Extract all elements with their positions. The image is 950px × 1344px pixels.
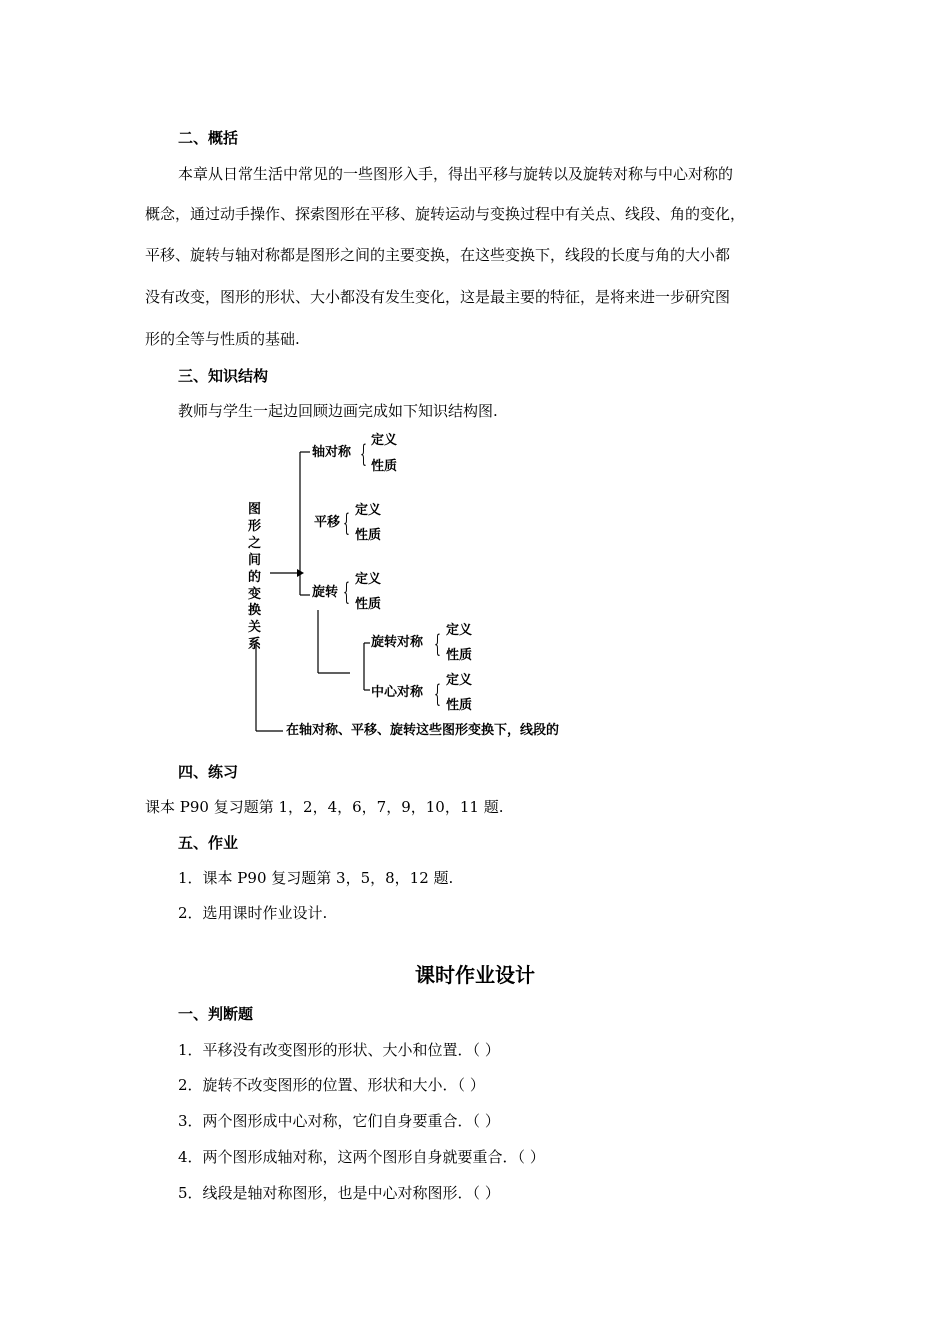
diagram-node-central-symmetry: 中心对称 <box>371 685 424 700</box>
section-heading-practice: 四、练习 <box>178 763 239 781</box>
diagram-leaf-property: 性质 <box>446 698 473 713</box>
diagram-leaf-property: 性质 <box>355 528 382 543</box>
diagram-brace: { <box>434 630 441 658</box>
question-1: 1．平移没有改变图形的形状、大小和位置．（ ） <box>178 1041 500 1059</box>
question-3: 3．两个图形成中心对称，它们自身要重合．（ ） <box>178 1112 500 1130</box>
diagram-node-axis-symmetry: 轴对称 <box>312 445 352 460</box>
diagram-brace: { <box>343 578 350 606</box>
diagram-node-rotational-symmetry: 旋转对称 <box>371 635 424 650</box>
diagram-leaf-definition: 定义 <box>355 503 382 518</box>
knowledge-structure-intro: 教师与学生一起边回顾边画完成如下知识结构图. <box>178 402 498 420</box>
question-2: 2．旋转不改变图形的位置、形状和大小．（ ） <box>178 1076 485 1094</box>
section-heading-knowledge-structure: 三、知识结构 <box>178 367 269 385</box>
diagram-leaf-definition: 定义 <box>355 572 382 587</box>
page-title: 课时作业设计 <box>415 963 535 987</box>
summary-line-2: 概念，通过动手操作、探索图形在平移、旋转运动与变换过程中有关点、线段、角的变化， <box>145 205 746 223</box>
section-heading-summary: 二、概括 <box>178 129 239 147</box>
diagram-leaf-property: 性质 <box>446 648 473 663</box>
diagram-brace: { <box>434 680 441 708</box>
diagram-leaf-property: 性质 <box>371 459 398 474</box>
diagram-brace: { <box>360 440 367 468</box>
homework-item-1: 1．课本 P90 复习题第 3，5，8，12 题. <box>178 869 454 887</box>
diagram-node-rotation: 旋转 <box>312 585 339 600</box>
question-4: 4．两个图形成轴对称，这两个图形自身就要重合．（ ） <box>178 1148 545 1166</box>
diagram-leaf-property: 性质 <box>355 597 382 612</box>
homework-item-2: 2．选用课时作业设计. <box>178 904 328 922</box>
summary-line-3: 平移、旋转与轴对称都是图形之间的主要变换，在这些变换下，线段的长度与角的大小都 <box>145 246 731 264</box>
diagram-root-label: 图形之间的变换关系 <box>248 502 262 653</box>
question-5: 5．线段是轴对称图形，也是中心对称图形．（ ） <box>178 1184 500 1202</box>
practice-text: 课本 P90 复习题第 1，2，4，6，7，9，10，11 题. <box>145 798 504 816</box>
summary-line-1: 本章从日常生活中常见的一些图形入手，得出平移与旋转以及旋转对称与中心对称的 <box>178 165 734 183</box>
diagram-bottom-note: 在轴对称、平移、旋转这些图形变换下，线段的 <box>286 723 560 738</box>
diagram-brace: { <box>343 509 350 537</box>
summary-line-4: 没有改变，图形的形状、大小都没有发生变化，这是最主要的特征，是将来进一步研究图 <box>145 288 731 306</box>
diagram-node-translation: 平移 <box>314 515 341 530</box>
diagram-leaf-definition: 定义 <box>446 673 473 688</box>
diagram-leaf-definition: 定义 <box>446 623 473 638</box>
summary-line-5: 形的全等与性质的基础. <box>145 330 300 348</box>
diagram-leaf-definition: 定义 <box>371 433 398 448</box>
section-heading-homework: 五、作业 <box>178 834 239 852</box>
section-heading-true-false: 一、判断题 <box>178 1005 254 1023</box>
